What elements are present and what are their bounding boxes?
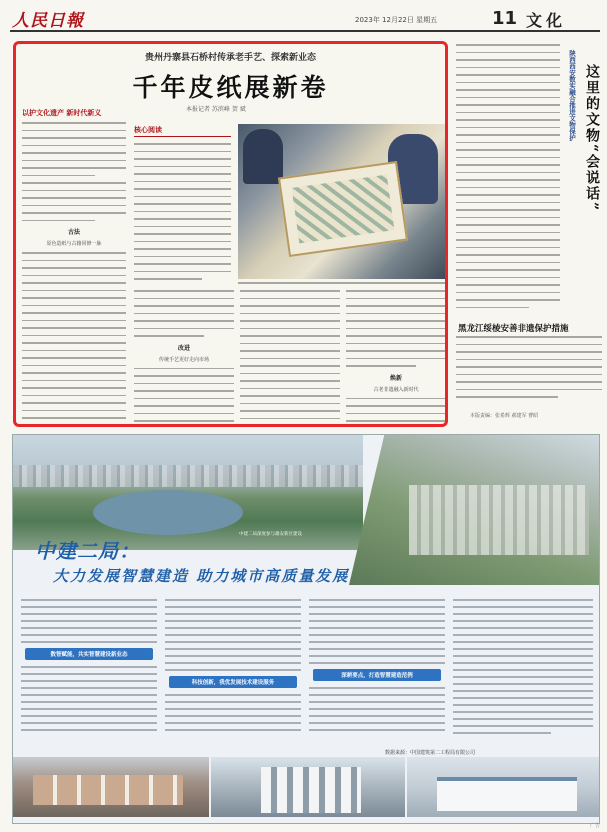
ad-photo-exhibition-center <box>13 757 209 817</box>
ad-photo-cityscape <box>13 435 363 550</box>
section-subheading-3: 古老非遗融入新时代 <box>373 386 419 393</box>
core-reading-box <box>134 136 231 284</box>
core-reading-title: 核心阅读 <box>134 126 162 134</box>
section-heading-2: 改进 <box>177 344 190 352</box>
article-photo <box>238 124 446 279</box>
sidebar-vertical-subtitle: 陕西西安数实融合推进文物保护 <box>568 50 576 141</box>
highlighted-article[interactable] <box>13 41 448 427</box>
publication-date: 2023年 12月22日 星期五 <box>355 16 438 24</box>
ad-footer: 数据来源：中国建筑第二工程局有限公司 <box>385 750 476 756</box>
ad-column-1 <box>21 599 157 747</box>
article-byline: 本报记者 苏滨峰 贺 斌 <box>186 106 246 113</box>
photo-caption <box>238 280 446 286</box>
section-name: 文化 <box>526 11 567 30</box>
page-editor-credits: 本版责编：张希辉 郝建军 曹昭 <box>470 413 539 419</box>
ad-column-2 <box>165 599 301 747</box>
ad-tag-3: 深耕要点，打造智慧建造范例 <box>313 669 441 681</box>
article-headline: 千年皮纸展新卷 <box>132 73 329 102</box>
section-heading-1: 古法 <box>67 229 80 236</box>
ad-column-3 <box>309 599 445 747</box>
sidebar-vertical-headline[interactable] <box>564 44 602 314</box>
ad-tag-1: 数智赋能，共实智慧建设新业态 <box>25 648 153 660</box>
sidebar-bottom-text <box>456 336 602 416</box>
article-column-1 <box>22 122 126 422</box>
article-column-4 <box>346 290 446 424</box>
ad-photo-terminal <box>407 757 600 817</box>
sidebar-vertical-title: 这里的文物“会说话” <box>584 64 600 213</box>
ad-slogan: 大力发展智慧建造 助力城市高质量发展 <box>53 567 350 585</box>
article-kicker: 贵州丹寨县石桥村传承老手艺、探索新业态 <box>144 53 316 63</box>
section-subheading-1: 原色造纸与古籍同修一脉 <box>46 241 102 247</box>
article-subhead: 以护文化遗产 新时代新义 <box>22 109 102 117</box>
ad-photo-caption: 中建二局深度参与雄安新区建设 <box>239 532 302 537</box>
ad-title: 中建二局： <box>35 539 140 563</box>
ad-photo-aerial <box>349 435 600 585</box>
ad-photo-high-rise <box>211 757 405 817</box>
masthead <box>10 6 600 32</box>
article-column-3 <box>240 290 340 424</box>
ad-corner-mark: 广告 <box>590 823 601 829</box>
sidebar-bottom-headline[interactable]: 黑龙江绥棱安善非遗保护措施 <box>458 324 569 334</box>
ad-column-4 <box>453 599 593 747</box>
newspaper-logo: 人民日報 <box>12 11 84 31</box>
article-column-2 <box>134 290 234 424</box>
section-heading-3: 焕新 <box>389 374 402 382</box>
page-number: 11 <box>492 8 518 29</box>
ad-tag-2: 科技创新，我优发展技术建设服务 <box>169 676 297 688</box>
section-subheading-2: 传统手艺更好走向市场 <box>158 356 209 363</box>
advertisement[interactable] <box>12 434 600 824</box>
